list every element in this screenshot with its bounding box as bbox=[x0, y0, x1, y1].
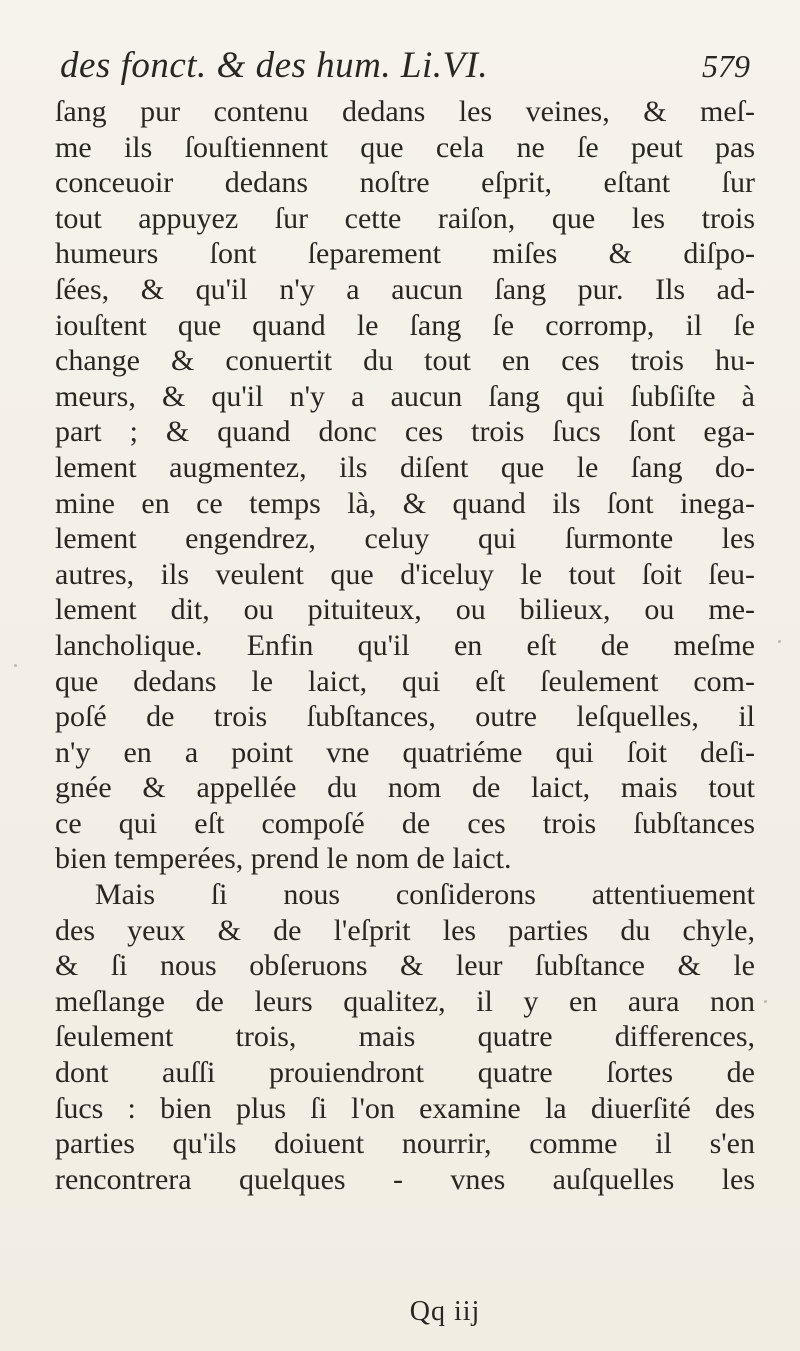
text-line: des yeux & de l'eſprit les parties du chyle, bbox=[55, 913, 755, 947]
text-line: conceuoir dedans noſtre eſprit, eſtant ſur bbox=[55, 166, 755, 200]
paper-blemish bbox=[764, 1000, 767, 1003]
text-line: poſé de trois ſubſtances, outre leſquelles, il bbox=[55, 700, 755, 734]
text-line: parties qu'ils doiuent nourrir, comme il s'en bbox=[55, 1127, 755, 1161]
page-header bbox=[60, 44, 750, 94]
text-line: gnée & appellée du nom de laict, mais tout bbox=[55, 771, 755, 805]
text-line: iouſtent que quand le ſang ſe corromp, il ſe bbox=[55, 308, 755, 342]
text-line: tout appuyez ſur cette raiſon, que les trois bbox=[55, 201, 755, 235]
text-line: lement dit, ou pituiteux, ou bilieux, ou me- bbox=[55, 593, 755, 627]
body-text bbox=[55, 94, 755, 1197]
signature-mark: Qq iij bbox=[409, 1296, 481, 1327]
text-line: & ſi nous obſeruons & leur ſubſtance & le bbox=[55, 949, 755, 983]
text-line: ce qui eſt compoſé de ces trois ſubſtances bbox=[55, 806, 755, 840]
running-head: des fonct. & des hum. Li.VI. bbox=[60, 45, 489, 86]
text-line: ſées, & qu'il n'y a aucun ſang pur. Ils ad- bbox=[55, 272, 755, 306]
paper-blemish bbox=[778, 640, 781, 643]
page-number: 579 bbox=[702, 48, 750, 84]
text-line: rencontrera quelques - vnes auſquelles les bbox=[55, 1162, 755, 1196]
text-line: n'y en a point vne quatriéme qui ſoit deſi- bbox=[55, 735, 755, 769]
text-line: change & conuertit du tout en ces trois hu- bbox=[55, 344, 755, 378]
text-line: mine en ce temps là, & quand ils ſont inega- bbox=[55, 486, 755, 520]
paper-blemish bbox=[14, 664, 17, 667]
text-line: part ; & quand donc ces trois ſucs ſont ega- bbox=[55, 415, 755, 449]
text-line: humeurs ſont ſeparement miſes & diſpo- bbox=[55, 237, 755, 271]
text-line: ſucs : bien plus ſi l'on examine la diuerſité des bbox=[55, 1091, 755, 1125]
page-footer bbox=[0, 1296, 800, 1328]
text-line: meſlange de leurs qualitez, il y en aura non bbox=[55, 984, 755, 1018]
paragraph-start-line: Mais ſi nous conſiderons attentiuement bbox=[95, 878, 755, 912]
text-line: que dedans le laict, qui eſt ſeulement com- bbox=[55, 664, 755, 698]
text-line: lement engendrez, celuy qui ſurmonte les bbox=[55, 522, 755, 556]
text-line: dont auſſi prouiendront quatre ſortes de bbox=[55, 1056, 755, 1090]
text-line: meurs, & qu'il n'y a aucun ſang qui ſubſiſte à bbox=[55, 379, 755, 413]
text-line: ſang pur contenu dedans les veines, & meſ- bbox=[55, 95, 755, 128]
text-line: me ils ſouſtiennent que cela ne ſe peut pas bbox=[55, 130, 755, 164]
text-line: bien temperées, prend le nom de laict. bbox=[55, 842, 512, 876]
text-line: ſeulement trois, mais quatre differences, bbox=[55, 1020, 755, 1054]
text-line: autres, ils veulent que d'iceluy le tout ſoit ſeu- bbox=[55, 557, 755, 591]
text-line: lancholique. Enfin qu'il en eſt de meſme bbox=[55, 628, 755, 662]
text-line: lement augmentez, ils diſent que le ſang do- bbox=[55, 450, 755, 484]
